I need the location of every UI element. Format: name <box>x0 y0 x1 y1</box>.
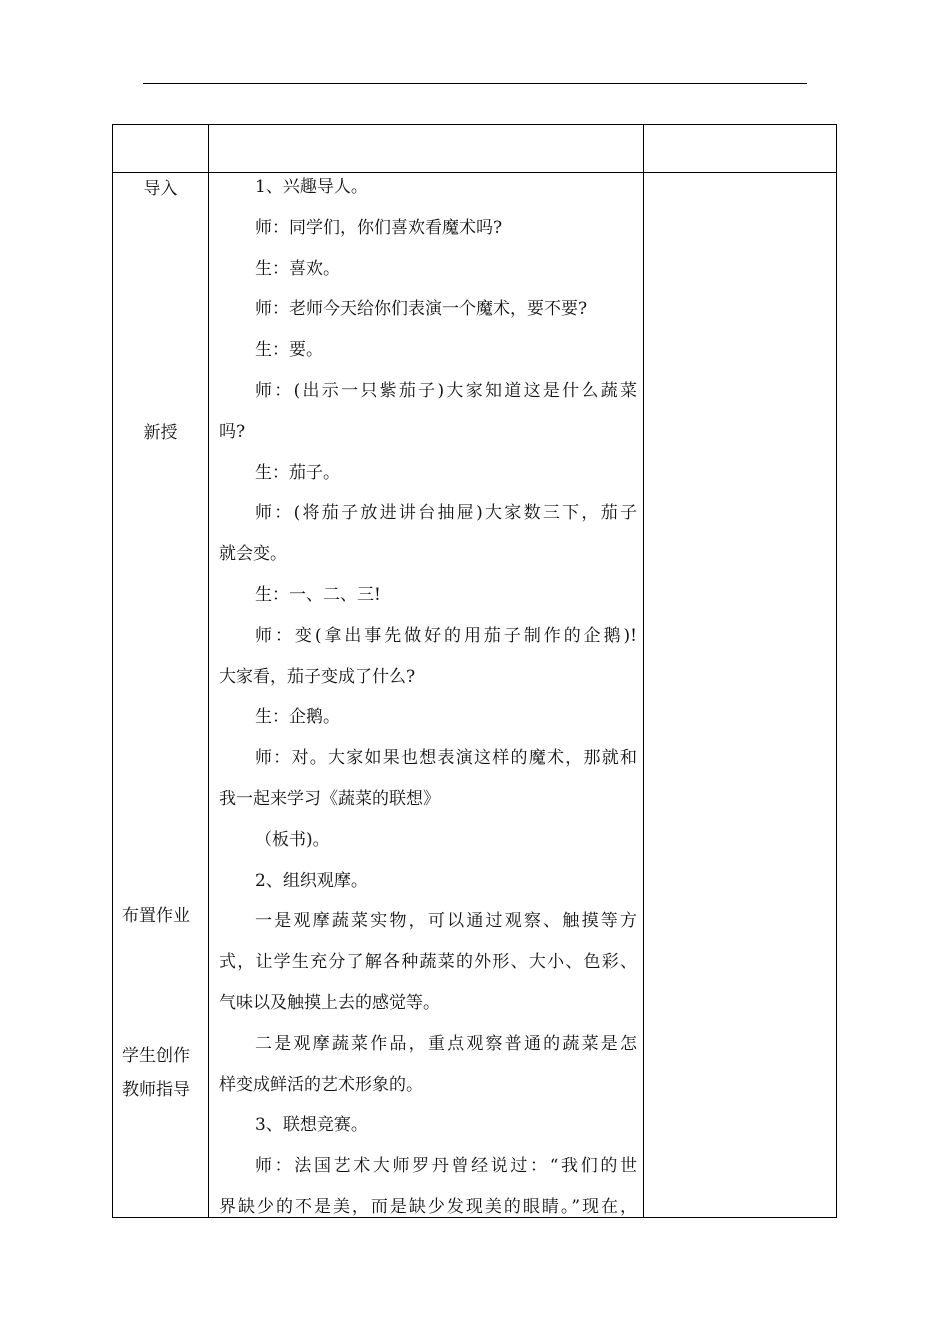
content-line: 吗? <box>219 421 246 442</box>
label-new-lesson: 新授 <box>143 423 178 443</box>
content-line: 生：茄子。 <box>255 462 340 483</box>
content-line: 生：一、二、三! <box>255 584 381 605</box>
content-line: 2、组织观摩。 <box>255 870 368 891</box>
content-line: 师：变(拿出事先做好的用茄子制作的企鹅)! <box>255 625 637 646</box>
content-line: （板书)。 <box>255 829 330 850</box>
content-line: 师：法国艺术大师罗丹曾经说过：“我们的世 <box>255 1156 637 1177</box>
content-line: 师：(将茄子放进讲台抽屉)大家数三下，茄子 <box>255 503 637 524</box>
label-student-creation: 学生创作 <box>122 1046 190 1066</box>
label-intro: 导入 <box>143 179 178 199</box>
content-line: 大家看，茄子变成了什么? <box>219 666 416 687</box>
content-line: 生：喜欢。 <box>255 258 340 279</box>
content-line: 3、联想竞赛。 <box>255 1115 368 1136</box>
lesson-content <box>219 167 637 1228</box>
content-line: 1、兴趣导人。 <box>255 177 368 197</box>
content-line: 气味以及触摸上去的感觉等。 <box>219 992 440 1013</box>
header-rule <box>143 83 807 84</box>
content-line: 就会变。 <box>219 544 287 565</box>
content-line: 界缺少的不是美，而是缺少发现美的眼睛。”现在， <box>219 1196 637 1217</box>
content-line: 生：要。 <box>255 340 323 361</box>
column-divider-right <box>643 124 644 1218</box>
content-line: 师：对。大家如果也想表演这样的魔术，那就和 <box>255 748 637 769</box>
content-line: 一是观摩蔬菜实物，可以通过观察、触摸等方 <box>255 911 637 932</box>
content-line: 式，让学生充分了解各种蔬菜的外形、大小、色彩、 <box>219 952 637 973</box>
content-line: 生：企鹅。 <box>255 707 340 728</box>
content-line: 师：老师今天给你们表演一个魔术，要不要? <box>255 299 588 320</box>
content-line: 师：(出示一只紫茄子)大家知道这是什么蔬菜 <box>255 380 637 401</box>
content-line: 样变成鲜活的艺术形象的。 <box>219 1074 423 1095</box>
content-line: 我一起来学习《蔬菜的联想》 <box>219 788 440 809</box>
label-teacher-guidance: 教师指导 <box>122 1080 190 1100</box>
label-homework: 布置作业 <box>122 906 190 926</box>
content-line: 二是观摩蔬菜作品，重点观察普通的蔬菜是怎 <box>255 1033 637 1054</box>
content-line: 师：同学们，你们喜欢看魔术吗? <box>255 217 503 238</box>
